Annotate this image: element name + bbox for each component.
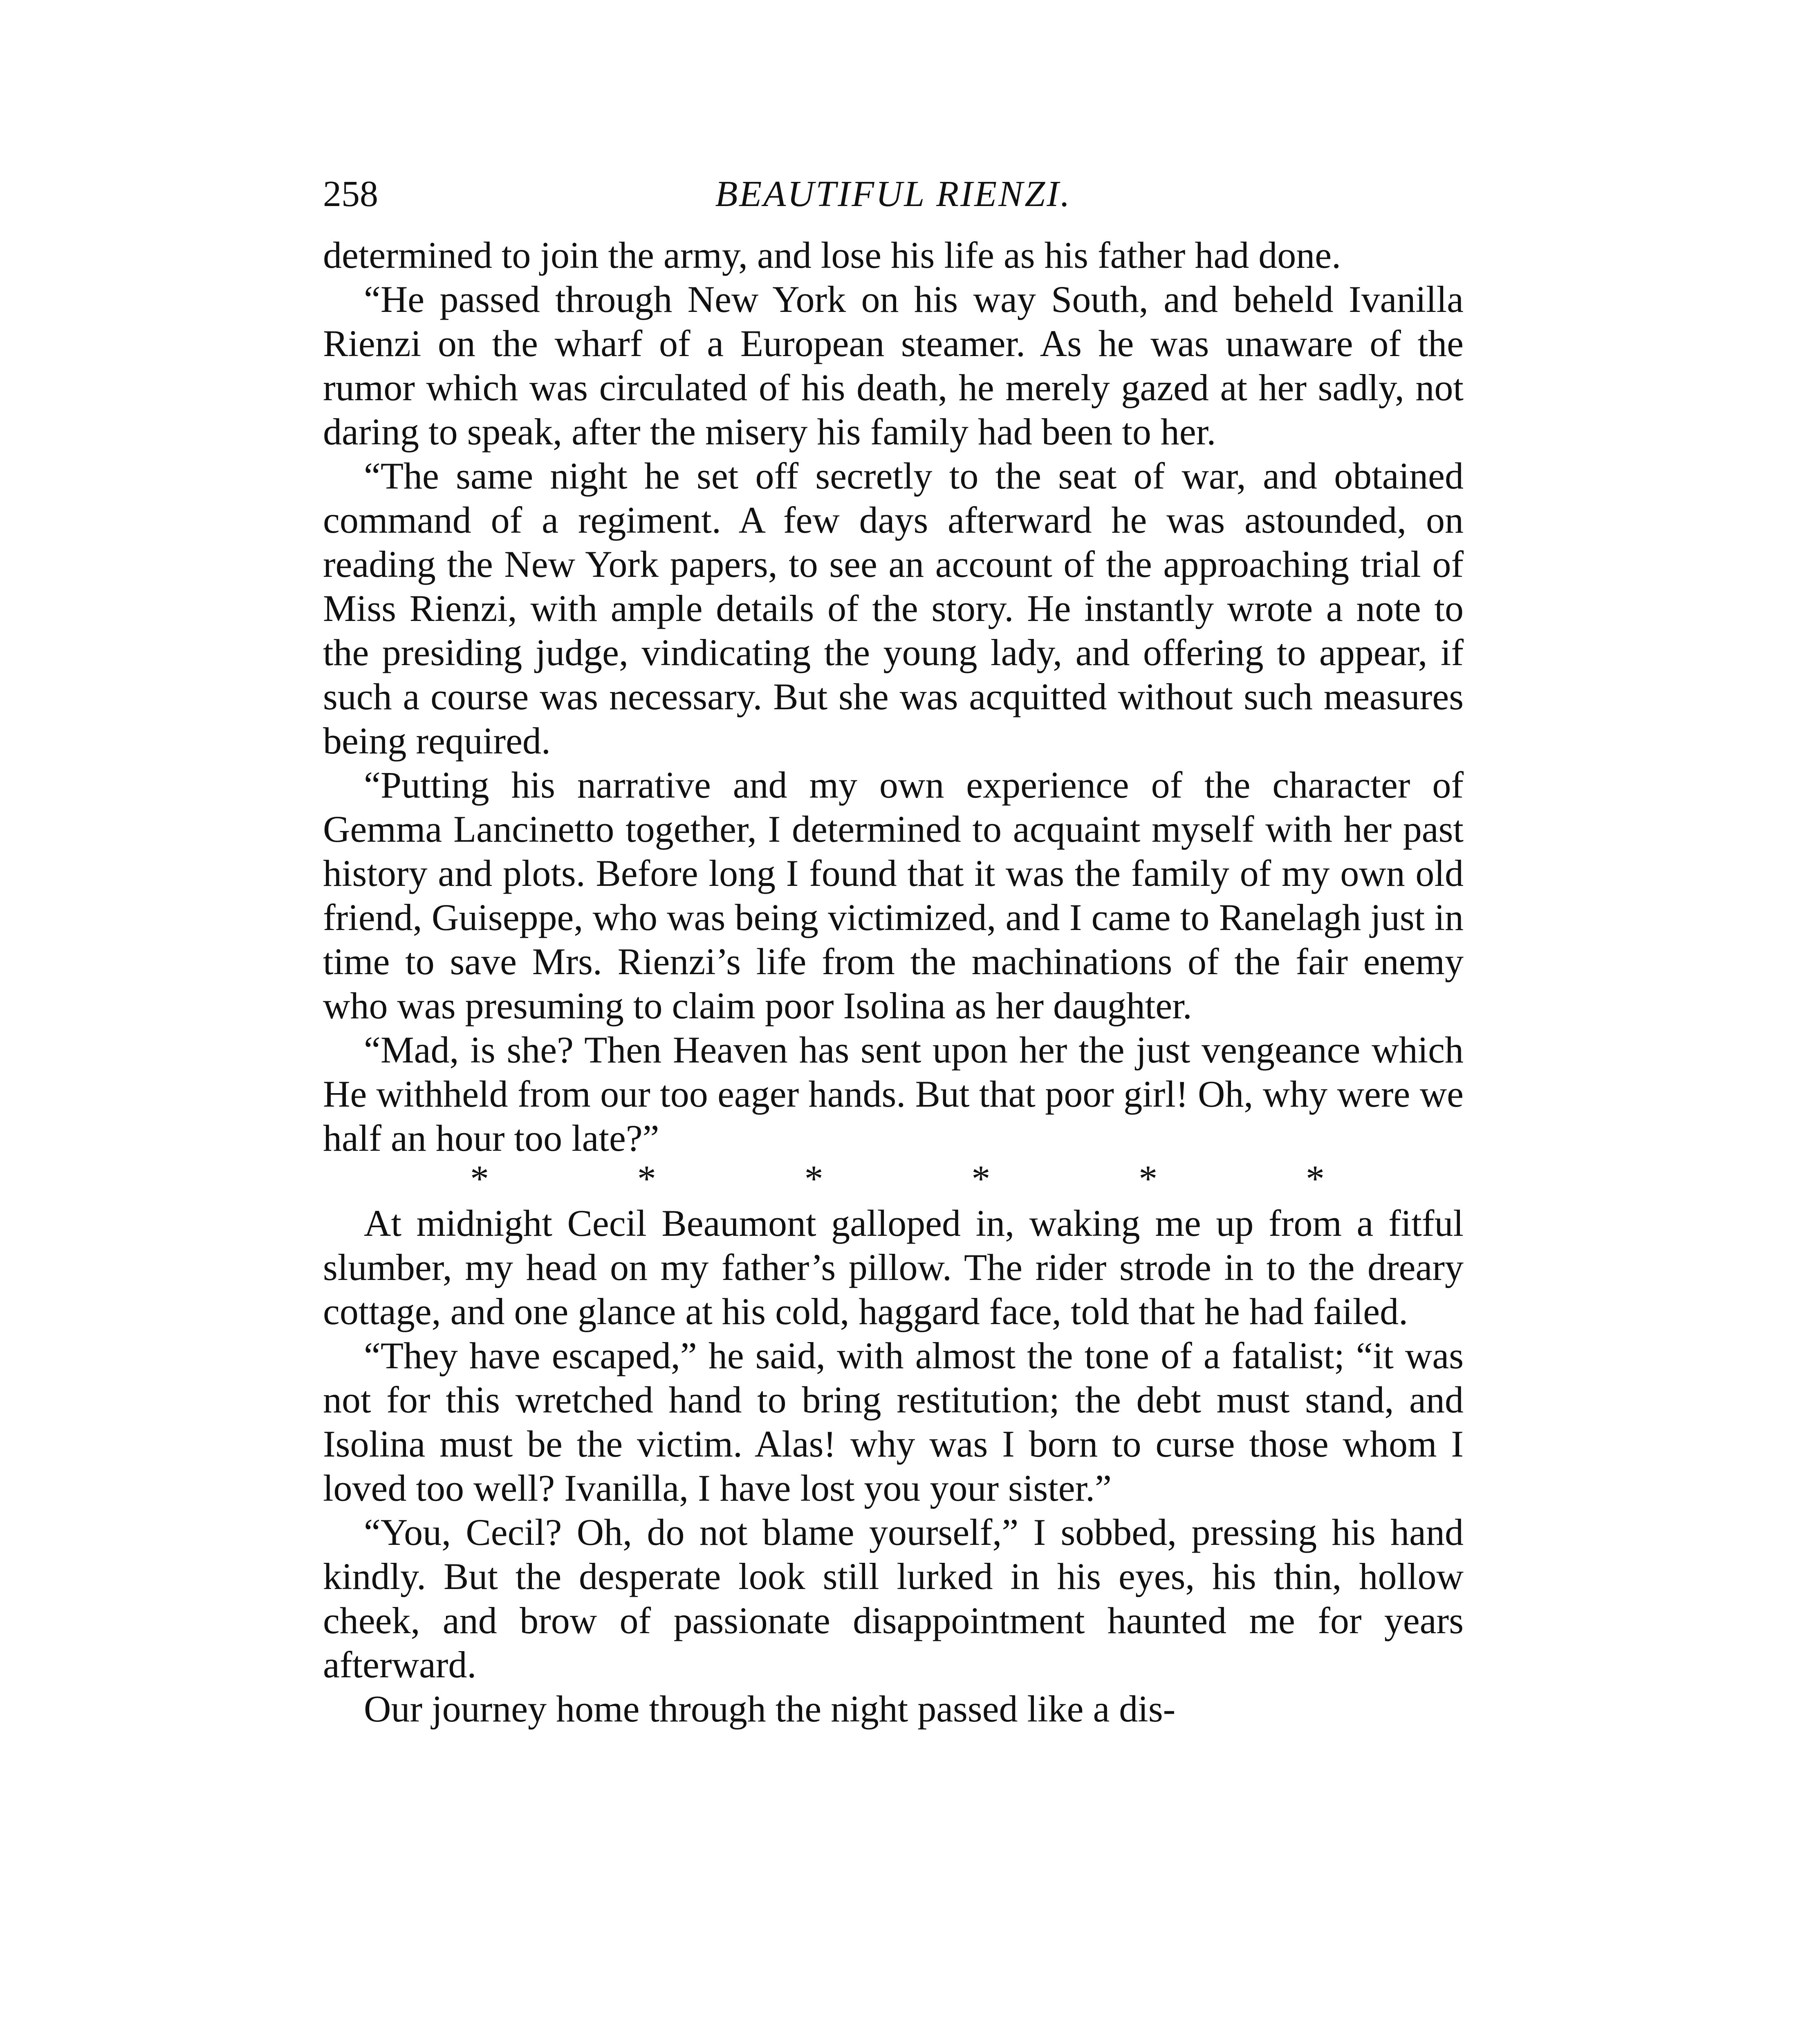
asterisk: *	[804, 1158, 823, 1199]
paragraph: “You, Cecil? Oh, do not blame yourself,” I sobbed, pressing his hand kindly. But the desperate look still lurked in his eyes, his thin, hollow cheek, and brow of passionate disappointment haunted me for years afterward.	[323, 1511, 1464, 1685]
page-body	[323, 233, 1464, 1731]
running-head: BEAUTIFUL RIENZI.	[715, 174, 1072, 214]
section-break	[323, 1160, 1464, 1197]
page-number: 258	[323, 174, 378, 214]
paragraph: Our journey home through the night passed like a dis-	[364, 1688, 1176, 1730]
paragraph: At midnight Cecil Beaumont galloped in, waking me up from a fitful slumber, my head on my father’s pillow. The rider strode in to the dreary cottage, and one glance at his cold, haggard face, told that he had failed.	[323, 1202, 1464, 1332]
paragraph: “Putting his narrative and my own experience of the character of Gemma Lancinetto together, I determined to acquaint myself with her past history and plots. Before long I found that it was the family of my own old friend, Guiseppe, who was being victimized, and I came to Ranelagh just in time to save Mrs. Rienzi’s life from the machinations of the fair enemy who was presuming to claim poor Isolina as her daughter.	[323, 764, 1464, 1026]
paragraph: determined to join the army, and lose his life as his father had done.	[323, 234, 1341, 276]
asterisk: *	[1139, 1158, 1158, 1199]
page-header	[323, 168, 1464, 221]
asterisk: *	[637, 1158, 656, 1199]
paragraph: “Mad, is she? Then Heaven has sent upon her the just vengeance which He withheld from our too eager hands. But that poor girl! Oh, why were we half an hour too late?”	[323, 1029, 1464, 1159]
paragraph: “They have escaped,” he said, with almost the tone of a fatalist; “it was not for this wretched hand to bring restitution; the debt must stand, and Isolina must be the victim. Alas! why was I born to curse those whom I loved too well? Ivanilla, I have lost you your sister.”	[323, 1335, 1464, 1509]
book-page	[323, 168, 1464, 1731]
paragraph: “The same night he set off secretly to the seat of war, and obtained command of a regiment. A few days afterward he was astounded, on reading the New York papers, to see an account of the approaching trial of Miss Rienzi, with ample details of the story. He instantly wrote a note to the presiding judge, vindicating the young lady, and offering to appear, if such a course was necessary. But she was acquitted without such measures being required.	[323, 455, 1464, 762]
asterisk: *	[470, 1158, 489, 1199]
asterisk: *	[971, 1158, 991, 1199]
asterisk: *	[1305, 1158, 1325, 1199]
paragraph: “He passed through New York on his way South, and beheld Ivanilla Rienzi on the wharf of a European steamer. As he was unaware of the rumor which was circulated of his death, he merely gazed at her sadly, not daring to speak, after the misery his family had been to her.	[323, 278, 1464, 453]
